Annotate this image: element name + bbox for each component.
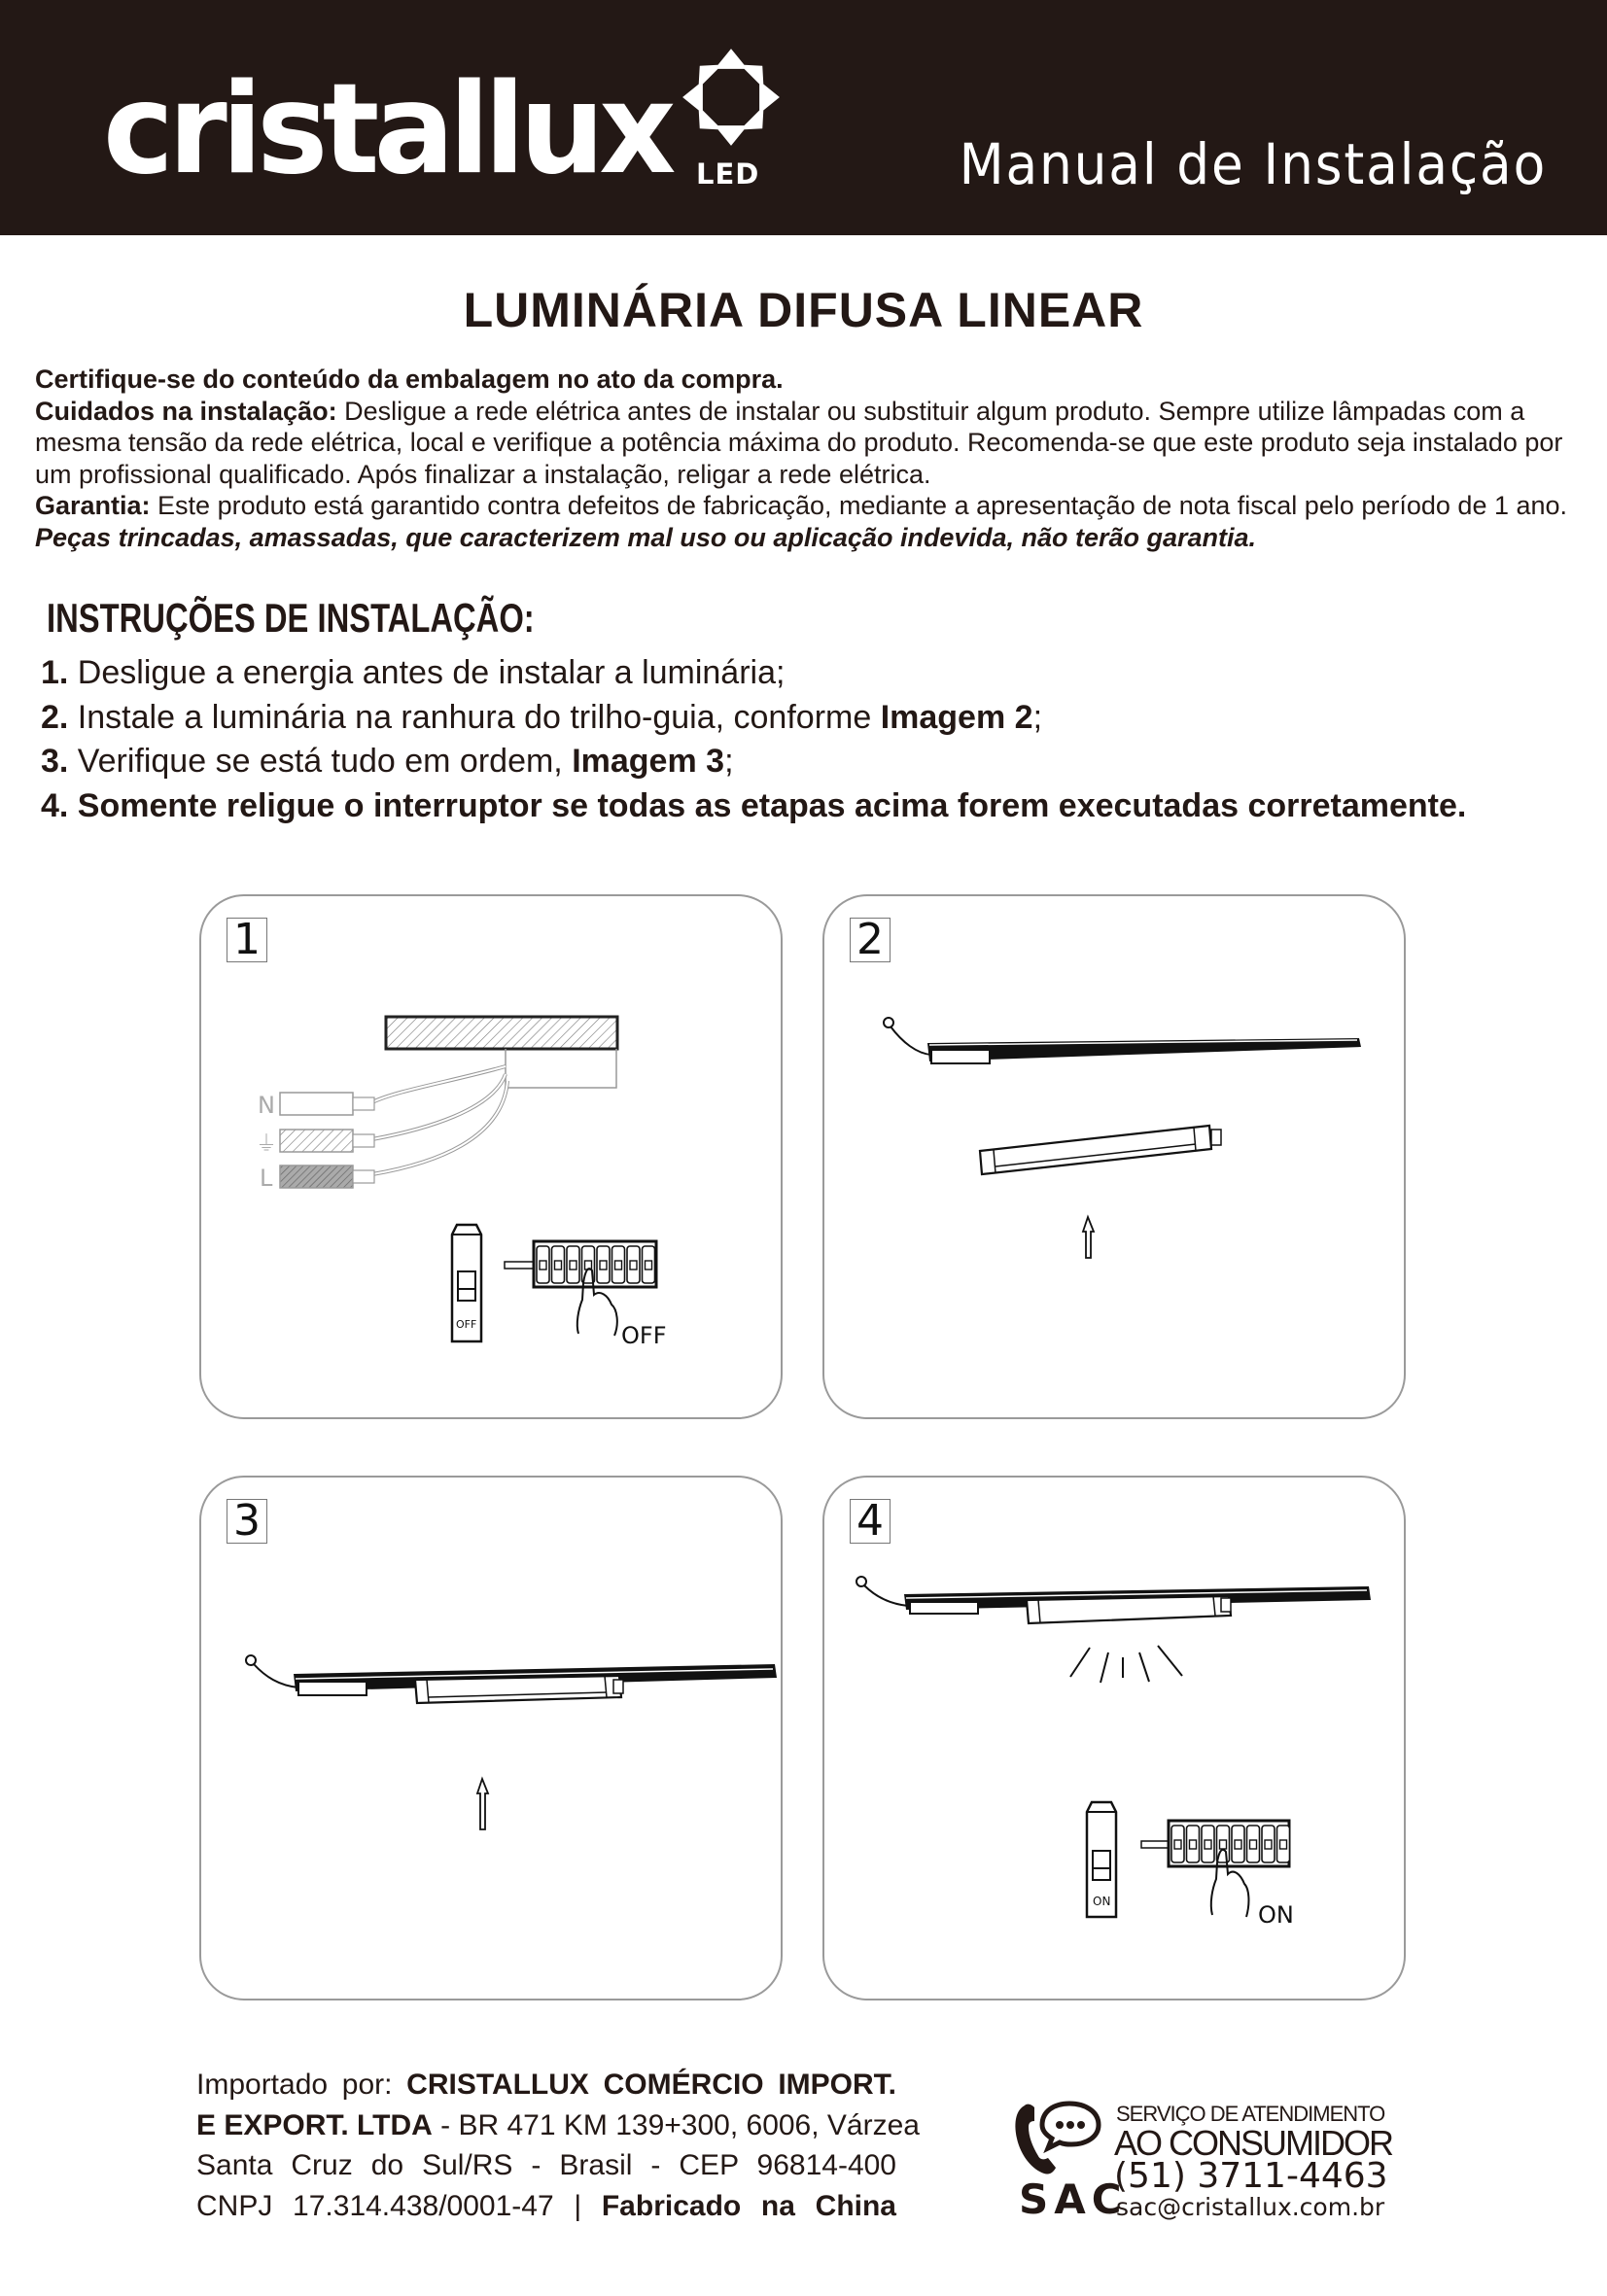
- intro-section: [35, 364, 1581, 553]
- switch-lever: [1205, 1840, 1211, 1849]
- switch-lever: [1190, 1840, 1197, 1849]
- step-panel-2: [822, 894, 1406, 1419]
- switch-panel-icon: [505, 1241, 667, 1349]
- care-text: Desligue a rede elétrica antes de instalar ou substituir algum produto. Sempre utilize lâmpadas com a mesma tensão da rede elétrica, local e verifique a potência máxima do produto. Recomenda-se que este produto seja instalado por um profissional qualificado. Após finalizar a instalação, religar a rede elétrica.: [35, 396, 1563, 489]
- customer-service-block: [1011, 2100, 1400, 2226]
- importer-line: CNPJ 17.314.438/0001-47 | Fabricado na China: [196, 2189, 896, 2222]
- importer-info: [196, 2065, 920, 2226]
- instructions-heading: INSTRUÇÕES DE INSTALAÇÃO:: [47, 595, 535, 641]
- light-rays-icon: [1070, 1646, 1182, 1683]
- instruction-steps: [41, 651, 1596, 828]
- header-banner: [0, 0, 1607, 235]
- ground-wire-label: ⏚: [256, 1132, 278, 1157]
- importer-line: E EXPORT. LTDA - BR 471 KM 139+300, 6006, Várzea: [196, 2108, 920, 2141]
- switch-lever: [615, 1261, 622, 1270]
- panel-number: 1: [227, 918, 267, 962]
- sac-email[interactable]: sac@cristallux.com.br: [1116, 2193, 1385, 2221]
- up-arrow-icon: [477, 1779, 488, 1829]
- manual-title: Manual de Instalação: [959, 131, 1547, 197]
- circuit-breaker-icon: [1087, 1802, 1116, 1917]
- sac-label: SAC: [1019, 2175, 1128, 2223]
- wiring-diagram-illustration: [201, 896, 785, 1421]
- switch-lever: [1174, 1840, 1181, 1849]
- switch-lever: [540, 1261, 546, 1270]
- product-title: LUMINÁRIA DIFUSA LINEAR: [463, 283, 1144, 337]
- switch-lever: [630, 1261, 637, 1270]
- on-label: ON: [1258, 1901, 1294, 1929]
- power-on-illustration: [824, 1478, 1408, 2002]
- warranty-exclusion: Peças trincadas, amassadas, que caracterizem mal uso ou aplicação indevida, não terão garantia.: [35, 522, 1257, 552]
- brand-logo-text: cristallux: [103, 57, 671, 202]
- switch-lever: [1220, 1840, 1227, 1849]
- panel-number: 3: [227, 1499, 267, 1544]
- svg-text:ON: ON: [1093, 1895, 1111, 1908]
- live-wire-label: L: [260, 1165, 273, 1192]
- ceiling-block: [386, 1017, 617, 1049]
- rail-and-luminaire-illustration: [824, 896, 1408, 1421]
- panel-number: 4: [850, 1499, 891, 1544]
- step-item: 3. Verifique se está tudo em ordem, Imagem 3;: [41, 743, 734, 780]
- off-label: OFF: [621, 1322, 667, 1349]
- switch-lever: [570, 1261, 576, 1270]
- switch-lever: [1250, 1840, 1257, 1849]
- step-panel-3: [199, 1476, 783, 2000]
- svg-text:OFF: OFF: [456, 1318, 477, 1331]
- luminaire-body: [980, 1126, 1221, 1174]
- up-arrow-icon: [1083, 1217, 1094, 1258]
- warranty-text: Este produto está garantido contra defeitos de fabricação, mediante a apresentação de nota fiscal pelo período de 1 ano.: [150, 491, 1568, 520]
- switch-lever: [1235, 1840, 1241, 1849]
- sac-consumer-line: AO CONSUMIDOR: [1114, 2123, 1393, 2163]
- switch-lever: [1280, 1840, 1287, 1849]
- step-item: 4. Somente religue o interruptor se todas as etapas acima forem executadas corretamente.: [41, 786, 1467, 824]
- switch-lever: [555, 1261, 562, 1270]
- step-panel-1: [199, 894, 783, 1419]
- track-rail: [884, 1018, 1361, 1063]
- switch-lever: [1265, 1840, 1272, 1849]
- luminaire-mounting-illustration: [201, 1478, 785, 2002]
- step-item: 2. Instale a luminária na ranhura do trilho-guia, conforme Imagem 2;: [41, 698, 1043, 736]
- check-contents-note: Certifique-se do conteúdo da embalagem no ato da compra.: [35, 365, 784, 394]
- panel-number: 2: [850, 918, 891, 962]
- importer-line: Importado por: CRISTALLUX COMÉRCIO IMPORT.: [196, 2069, 897, 2101]
- sac-service-line: SERVIÇO DE ATENDIMENTO: [1116, 2102, 1385, 2126]
- care-label: Cuidados na instalação:: [35, 396, 337, 426]
- brand-star-icon: [681, 47, 782, 148]
- switch-lever: [646, 1261, 652, 1270]
- importer-line: Santa Cruz do Sul/RS - Brasil - CEP 96814-400: [196, 2149, 896, 2181]
- brand-led-label: LED: [696, 157, 760, 191]
- step-panel-4: [822, 1476, 1406, 2000]
- neutral-wire-label: N: [258, 1092, 275, 1119]
- step-item: 1. Desligue a energia antes de instalar a luminária;: [41, 654, 786, 691]
- circuit-breaker-icon: [452, 1225, 481, 1341]
- luminaire-body: [1027, 1596, 1231, 1623]
- switch-panel-icon: [1141, 1821, 1294, 1929]
- switch-lever: [600, 1261, 607, 1270]
- installation-care-paragraph: [35, 396, 1581, 491]
- sac-phone-number[interactable]: (51) 3711-4463: [1114, 2156, 1388, 2196]
- warranty-paragraph: [35, 490, 1581, 553]
- warranty-label: Garantia:: [35, 491, 151, 520]
- phone-chat-icon: [1011, 2100, 1104, 2177]
- luminaire-body: [415, 1676, 623, 1703]
